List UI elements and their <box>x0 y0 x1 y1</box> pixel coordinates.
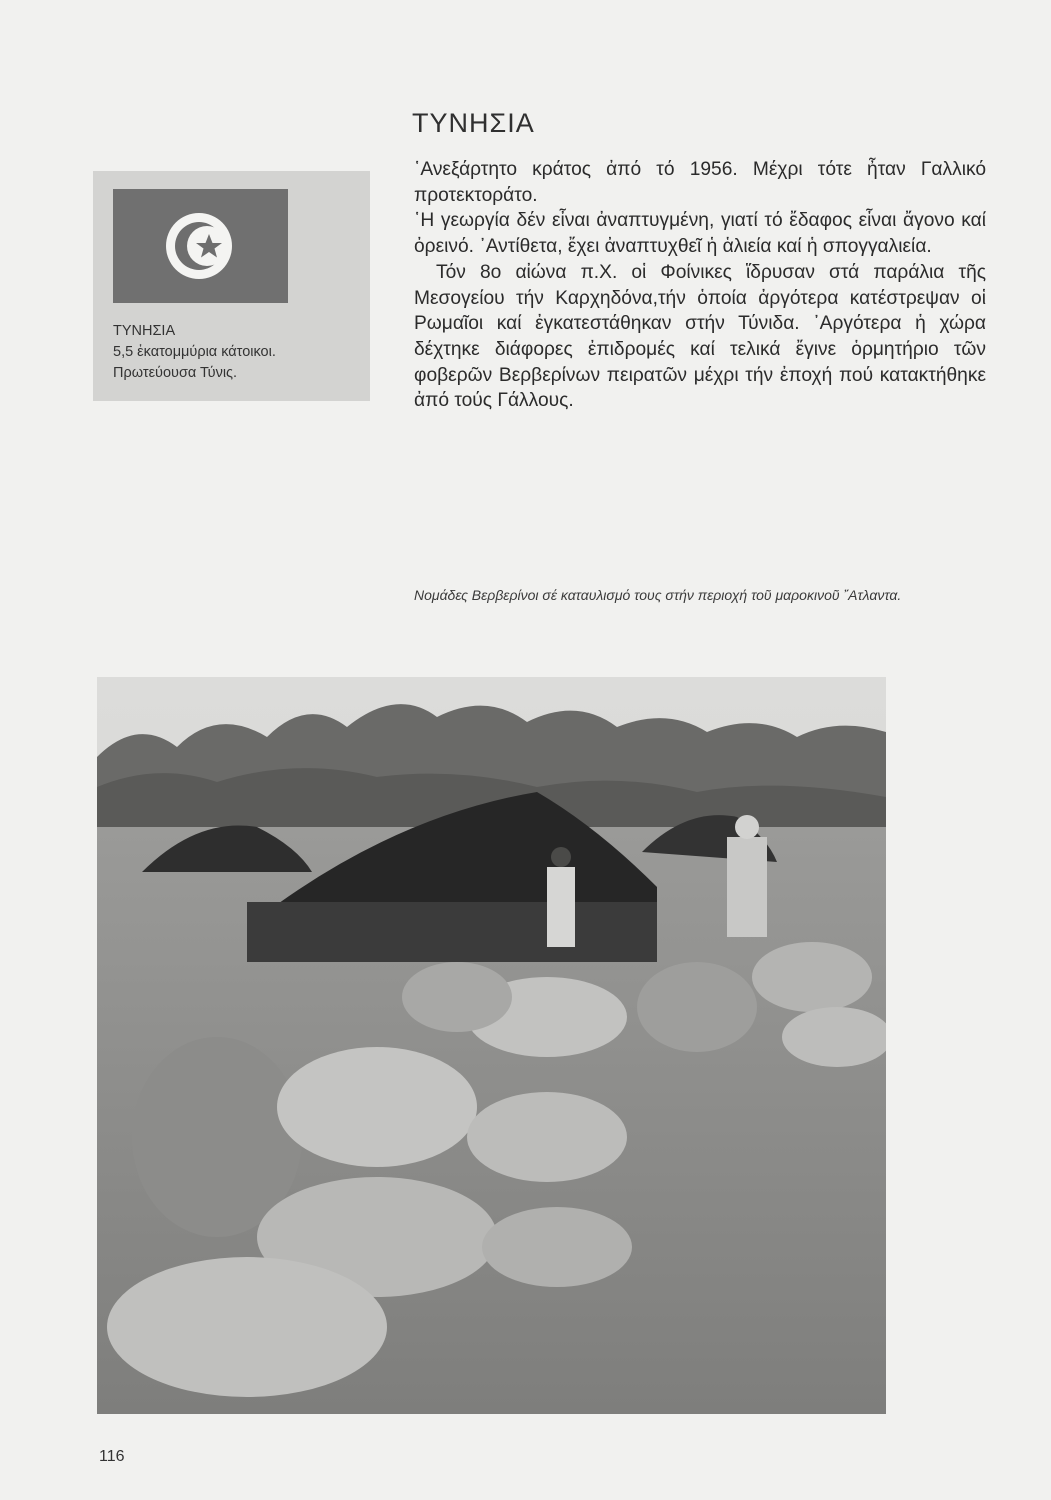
paragraph: ῾Ανεξάρτητο κράτος ἀπό τό 1956. Μέχρι τότε ἦταν Γαλλικό προτεκτοράτο. <box>414 159 986 206</box>
page-title: ΤΥΝΗΣΙΑ <box>412 108 535 138</box>
capital: Πρωτεύουσα Τύνις. <box>113 365 238 381</box>
population: 5,5 ἑκατομμύρια κάτοικοι. <box>113 344 276 360</box>
paragraph: ῾Η γεωργία δέν εἶναι ἀναπτυγμένη, γιατί τό ἔδαφος εἶναι ἄγονο καί ὀρεινό. ᾿Αντίθετα, ἔχει ἀναπτυχθεῖ ἡ ἁλιεία καί ἡ σπογγαλιεία. <box>414 210 986 258</box>
tunisia-flag-icon <box>113 189 288 303</box>
country-name: ΤΥΝΗΣΙΑ <box>113 323 176 339</box>
nomad-camp-photo <box>97 677 886 1414</box>
article-body <box>414 157 986 414</box>
photo-caption: Νομάδες Βερβερίνοι σέ καταυλισμό τους στήν περιοχή τοῦ μαροκινοῦ ῎Ατλαντα. <box>414 587 902 603</box>
country-info-box <box>93 171 370 401</box>
country-facts <box>113 321 363 384</box>
page-number: 116 <box>99 1448 125 1465</box>
paragraph: Τόν 8ο αἰώνα π.Χ. οἱ Φοίνικες ἵδρυσαν στά παράλια τῆς Μεσογείου τήν Καρχηδόνα,τήν ὁποία ἀργότερα κατέστρεψαν οἱ Ρωμαῖοι καί ἐγκατεστάθηκαν στήν Τύνιδα. ᾿Αργότερα ἡ χώρα δέχτηκε διάφορες ἐπιδρομές καί τελικά ἔγινε ὁρμητήριο τῶν φοβερῶν Βερβερίνων πειρατῶν μέχρι τήν ἐποχή πού κατακτήθηκε ἀπό τούς Γάλλους. <box>414 261 986 412</box>
